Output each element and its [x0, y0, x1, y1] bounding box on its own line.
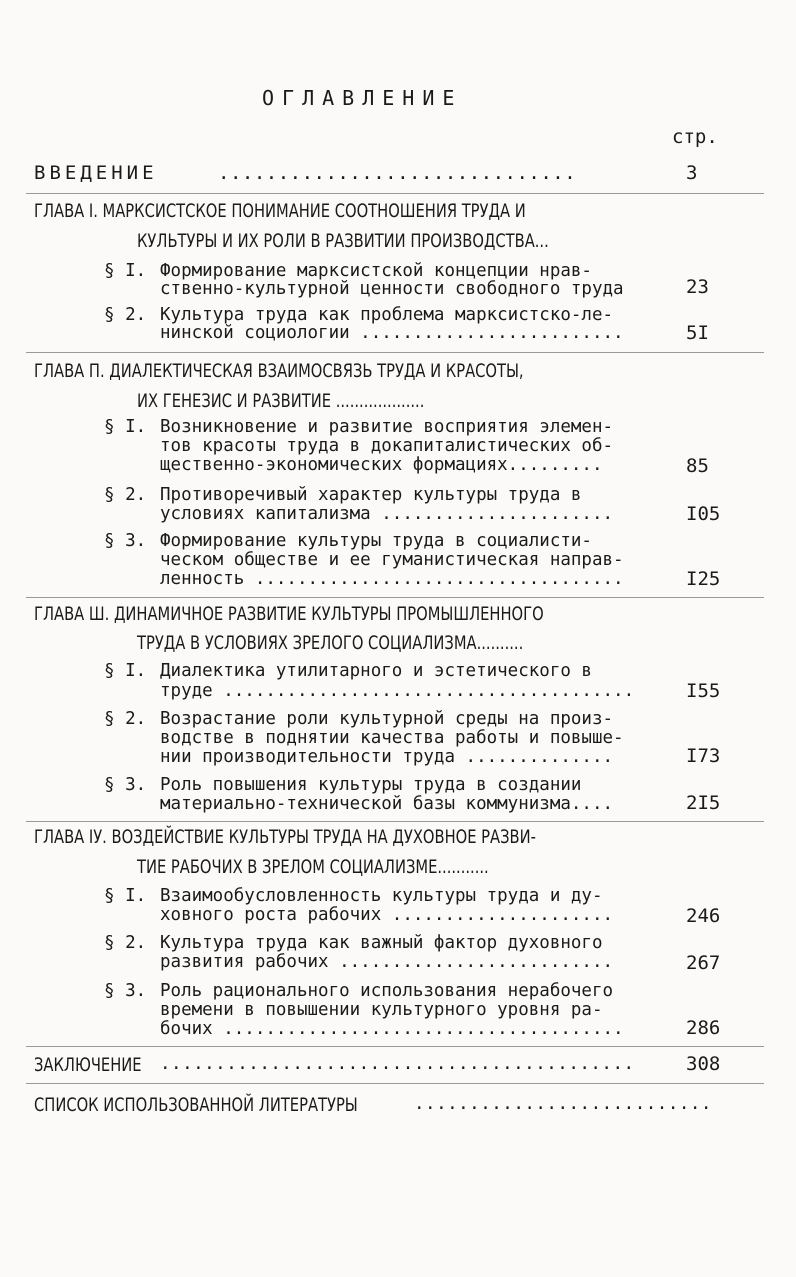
toc-conclusion-dots: ...........................................: [160, 1054, 635, 1074]
section-title-line: бочих ......................................: [160, 1019, 624, 1039]
section-title-line: тов красоты труда в докапиталистических об-: [160, 436, 614, 456]
section-number: § I.: [104, 417, 147, 437]
chapter-3-title-line-1: ГЛАВА Ш. ДИНАМИЧНОЕ РАЗВИТИЕ КУЛЬТУРЫ ПРОМЫШЛЕННОГО: [34, 603, 544, 625]
section-title-line: Противоречивый характер культуры труда в: [160, 485, 582, 505]
section-page: I05: [686, 503, 721, 525]
page-column-header: стр.: [672, 126, 718, 148]
section-number: § I.: [104, 261, 147, 281]
divider: [26, 597, 764, 598]
toc-conclusion-page: 308: [686, 1053, 721, 1075]
divider: [26, 352, 764, 353]
section-title-line: нии производительности труда ..............: [160, 747, 614, 767]
section-title-line: материально-технической базы коммунизма....: [160, 794, 614, 814]
chapter-4-title-line-1: ГЛАВА IУ. ВОЗДЕЙСТВИЕ КУЛЬТУРЫ ТРУДА НА ДУХОВНОЕ РАЗВИ-: [34, 826, 536, 848]
section-title-line: Формирование марксистской концепции нрав-: [160, 261, 592, 281]
toc-intro-page: 3: [686, 162, 698, 184]
section-number: § I.: [104, 661, 147, 681]
chapter-2-title-line-1: ГЛАВА П. ДИАЛЕКТИЧЕСКАЯ ВЗАИМОСВЯЗЬ ТРУДА И КРАСОТЫ,: [34, 360, 524, 382]
toc-conclusion-label: ЗАКЛЮЧЕНИЕ: [34, 1054, 142, 1076]
section-title-line: ческом обществе и ее гуманистическая направ-: [160, 550, 624, 570]
section-page: 85: [686, 455, 709, 477]
toc-intro-dots: ..............................: [218, 162, 577, 184]
divider: [26, 1083, 764, 1084]
section-title-line: Культура труда как важный фактор духовного: [160, 933, 603, 953]
section-number: § 2.: [104, 305, 147, 325]
section-page: I25: [686, 568, 721, 590]
section-number: § I.: [104, 886, 147, 906]
section-page: 23: [686, 276, 709, 298]
divider: [26, 821, 764, 822]
chapter-1-title-line-2: КУЛЬТУРЫ И ИХ РОЛИ В РАЗВИТИИ ПРОИЗВОДСТВА...: [137, 230, 549, 252]
section-title-line: щественно-экономических формациях.........: [160, 455, 603, 475]
toc-intro-label: ВВЕДЕНИЕ: [34, 162, 158, 184]
section-number: § 2.: [104, 933, 147, 953]
section-title-line: Культура труда как проблема марксистско-ле-: [160, 305, 614, 325]
page-title: ОГЛАВЛЕНИЕ: [262, 86, 463, 110]
section-page: I55: [686, 680, 721, 702]
divider: [26, 193, 764, 194]
section-title-line: ховного роста рабочих .....................: [160, 905, 614, 925]
section-title-line: условиях капитализма ......................: [160, 504, 614, 524]
section-page: 267: [686, 952, 721, 974]
section-title-line: Формирование культуры труда в социалисти-: [160, 531, 592, 551]
section-page: 5I: [686, 322, 709, 344]
toc-bibliography-dots: ...........................: [414, 1094, 712, 1114]
toc-bibliography-label: СПИСОК ИСПОЛЬЗОВАННОЙ ЛИТЕРАТУРЫ: [34, 1094, 358, 1116]
section-title-line: времени в повышении культурного уровня ра-: [160, 1000, 603, 1020]
section-title-line: Возрастание роли культурной среды на произ-: [160, 709, 614, 729]
section-page: 286: [686, 1017, 721, 1039]
section-number: § 3.: [104, 775, 147, 795]
divider: [26, 1046, 764, 1047]
chapter-2-title-line-2: ИХ ГЕНЕЗИС И РАЗВИТИЕ ...................: [137, 390, 425, 412]
section-number: § 2.: [104, 709, 147, 729]
chapter-1-title-line-1: ГЛАВА I. МАРКСИСТСКОЕ ПОНИМАНИЕ СООТНОШЕНИЯ ТРУДА И: [34, 200, 526, 222]
section-page: 2I5: [686, 792, 721, 814]
section-title-line: Взаимообусловленность культуры труда и ду-: [160, 886, 603, 906]
section-title-line: Роль рационального использования нерабочего: [160, 981, 614, 1001]
chapter-3-title-line-2: ТРУДА В УСЛОВИЯХ ЗРЕЛОГО СОЦИАЛИЗМА..........: [137, 632, 524, 654]
section-number: § 3.: [104, 981, 147, 1001]
section-title-line: водстве в поднятии качества работы и повыше-: [160, 728, 624, 748]
section-number: § 3.: [104, 531, 147, 551]
section-title-line: Роль повышения культуры труда в создании: [160, 775, 582, 795]
section-title-line: развития рабочих ..........................: [160, 952, 614, 972]
section-title-line: ленность ...................................: [160, 569, 624, 589]
section-title-line: ственно-культурной ценности свободного труда: [160, 279, 624, 299]
section-title-line: труде .......................................: [160, 681, 635, 701]
section-title-line: Диалектика утилитарного и эстетического в: [160, 661, 592, 681]
section-page: I73: [686, 745, 721, 767]
chapter-4-title-line-2: ТИЕ РАБОЧИХ В ЗРЕЛОМ СОЦИАЛИЗМЕ...........: [137, 856, 489, 878]
section-title-line: нинской социологии .........................: [160, 323, 624, 343]
section-number: § 2.: [104, 485, 147, 505]
section-title-line: Возникновение и развитие восприятия элемен-: [160, 417, 614, 437]
section-page: 246: [686, 905, 721, 927]
